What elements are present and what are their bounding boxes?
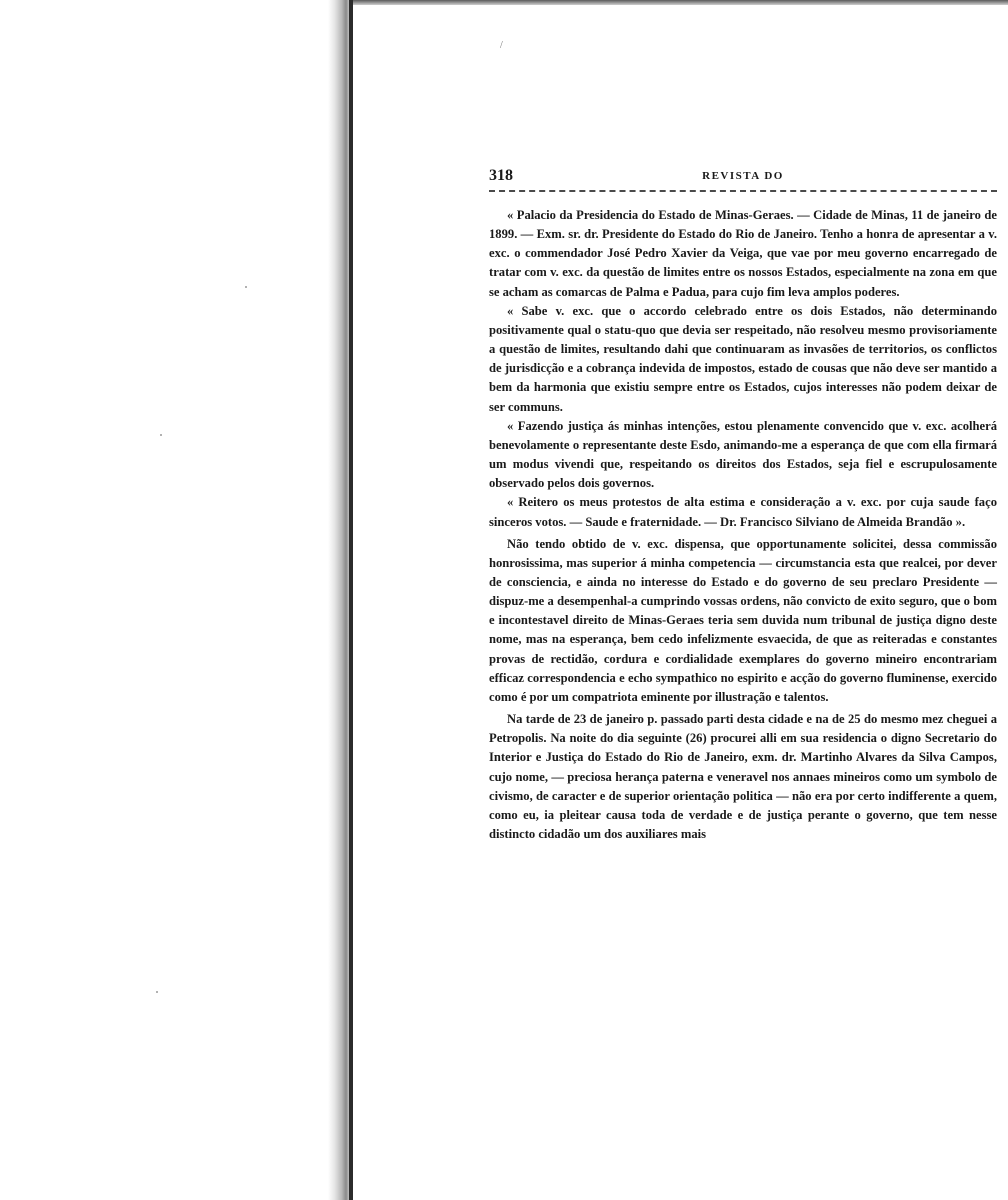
- scan-speck: [160, 434, 162, 436]
- book-spine-shadow: [328, 0, 350, 1200]
- paragraph: « Reitero os meus protestos de alta estima e consideração a v. exc. por cuja saude faço sinceros votos. — Saude e fraternidade. — Dr. Francisco Silviano de Almeida Brandão ».: [489, 495, 997, 529]
- body-text: [489, 206, 997, 844]
- page-number: 318: [489, 167, 513, 184]
- paragraph: Não tendo obtido de v. exc. dispensa, que opportunamente solicitei, dessa commissão honrosissima, mas superior á minha competencia — circumstancia esta que realcei, por dever de consciencia, e ainda no interesse do Estado e do governo de seu preclaro Presidente — dispuz-me a desempenhal-a cumprindo vossas ordens, não convicto de exito seguro, que o bom e incontestavel direito de Minas-Geraes teria sem duvida num tribunal de justiça digno deste nome, mas na esperança, bem cedo infelizmente esvaecida, de que as reiteradas e constantes provas de rectidão, cordura e cordialidade exemplares do governo mineiro encontrariam efficaz correspondencia e echo sympathico no espirito e acção do governo fluminense, exercido como é por um compatriota eminente por illustração e talentos.: [489, 536, 997, 704]
- top-page-edge: [353, 0, 1008, 5]
- header-rule: [489, 190, 997, 192]
- paragraph: « Fazendo justiça ás minhas intenções, estou plenamente convencido que v. exc. acolherá benevolamente o representante deste Esdo, animando-me a esperança de que com ella firmará um modus vivendi que, respeitando os direitos dos Estados, seja fiel e escrupulosamente observado pelos dois governos.: [489, 418, 997, 491]
- paragraph: « Palacio da Presidencia do Estado de Minas-Geraes. — Cidade de Minas, 11 de janeiro de 1899. — Exm. sr. dr. Presidente do Estado do Rio de Janeiro. Tenho a honra de apresentar a v. exc. o commendador José Pedro Xavier da Veiga, que vae por meu governo encarregado de tratar com v. exc. da questão de limites entre os nossos Estados, especialmente na zona em que se acham as comarcas de Palma e Padua, para cujo fim leva amplos poderes.: [489, 208, 997, 299]
- running-title: REVISTA DO: [702, 170, 784, 182]
- scan-speck: [245, 286, 247, 288]
- facing-page-margin: [0, 0, 340, 1200]
- scan-mark: /: [500, 40, 503, 51]
- page-edge-line: [349, 0, 353, 1200]
- paragraph: « Sabe v. exc. que o accordo celebrado entre os dois Estados, não determinando positivamente qual o statu-quo que devia ser respeitado, não resolveu mesmo provisoriamente a questão de limites, resultando dahi que continuaram as invasões de territorios, os conflictos de jurisdicção e a cobrança indevida de impostos, estado de cousas que não deve ser mantido a bem da harmonia que existiu sempre entre os Estados, cujos interesses não podem deixar de ser communs.: [489, 303, 997, 414]
- scan-speck: [156, 991, 158, 993]
- page-header: [489, 167, 997, 189]
- paragraph: Na tarde de 23 de janeiro p. passado parti desta cidade e na de 25 do mesmo mez cheguei a Petropolis. Na noite do dia seguinte (26) procurei alli em sua residencia o digno Secretario do Interior e Justiça do Estado do Rio de Janeiro, exm. dr. Martinho Alvares da Silva Campos, cujo nome, — preciosa herança paterna e veneravel nos annaes mineiros como um symbolo de civismo, de caracter e de superior orientação politica — não era por certo indifferente a quem, como eu, ia pleitear causa toda de verdade e de justiça perante o governo, que tem nesse distincto cidadão um dos auxiliares mais: [489, 712, 997, 841]
